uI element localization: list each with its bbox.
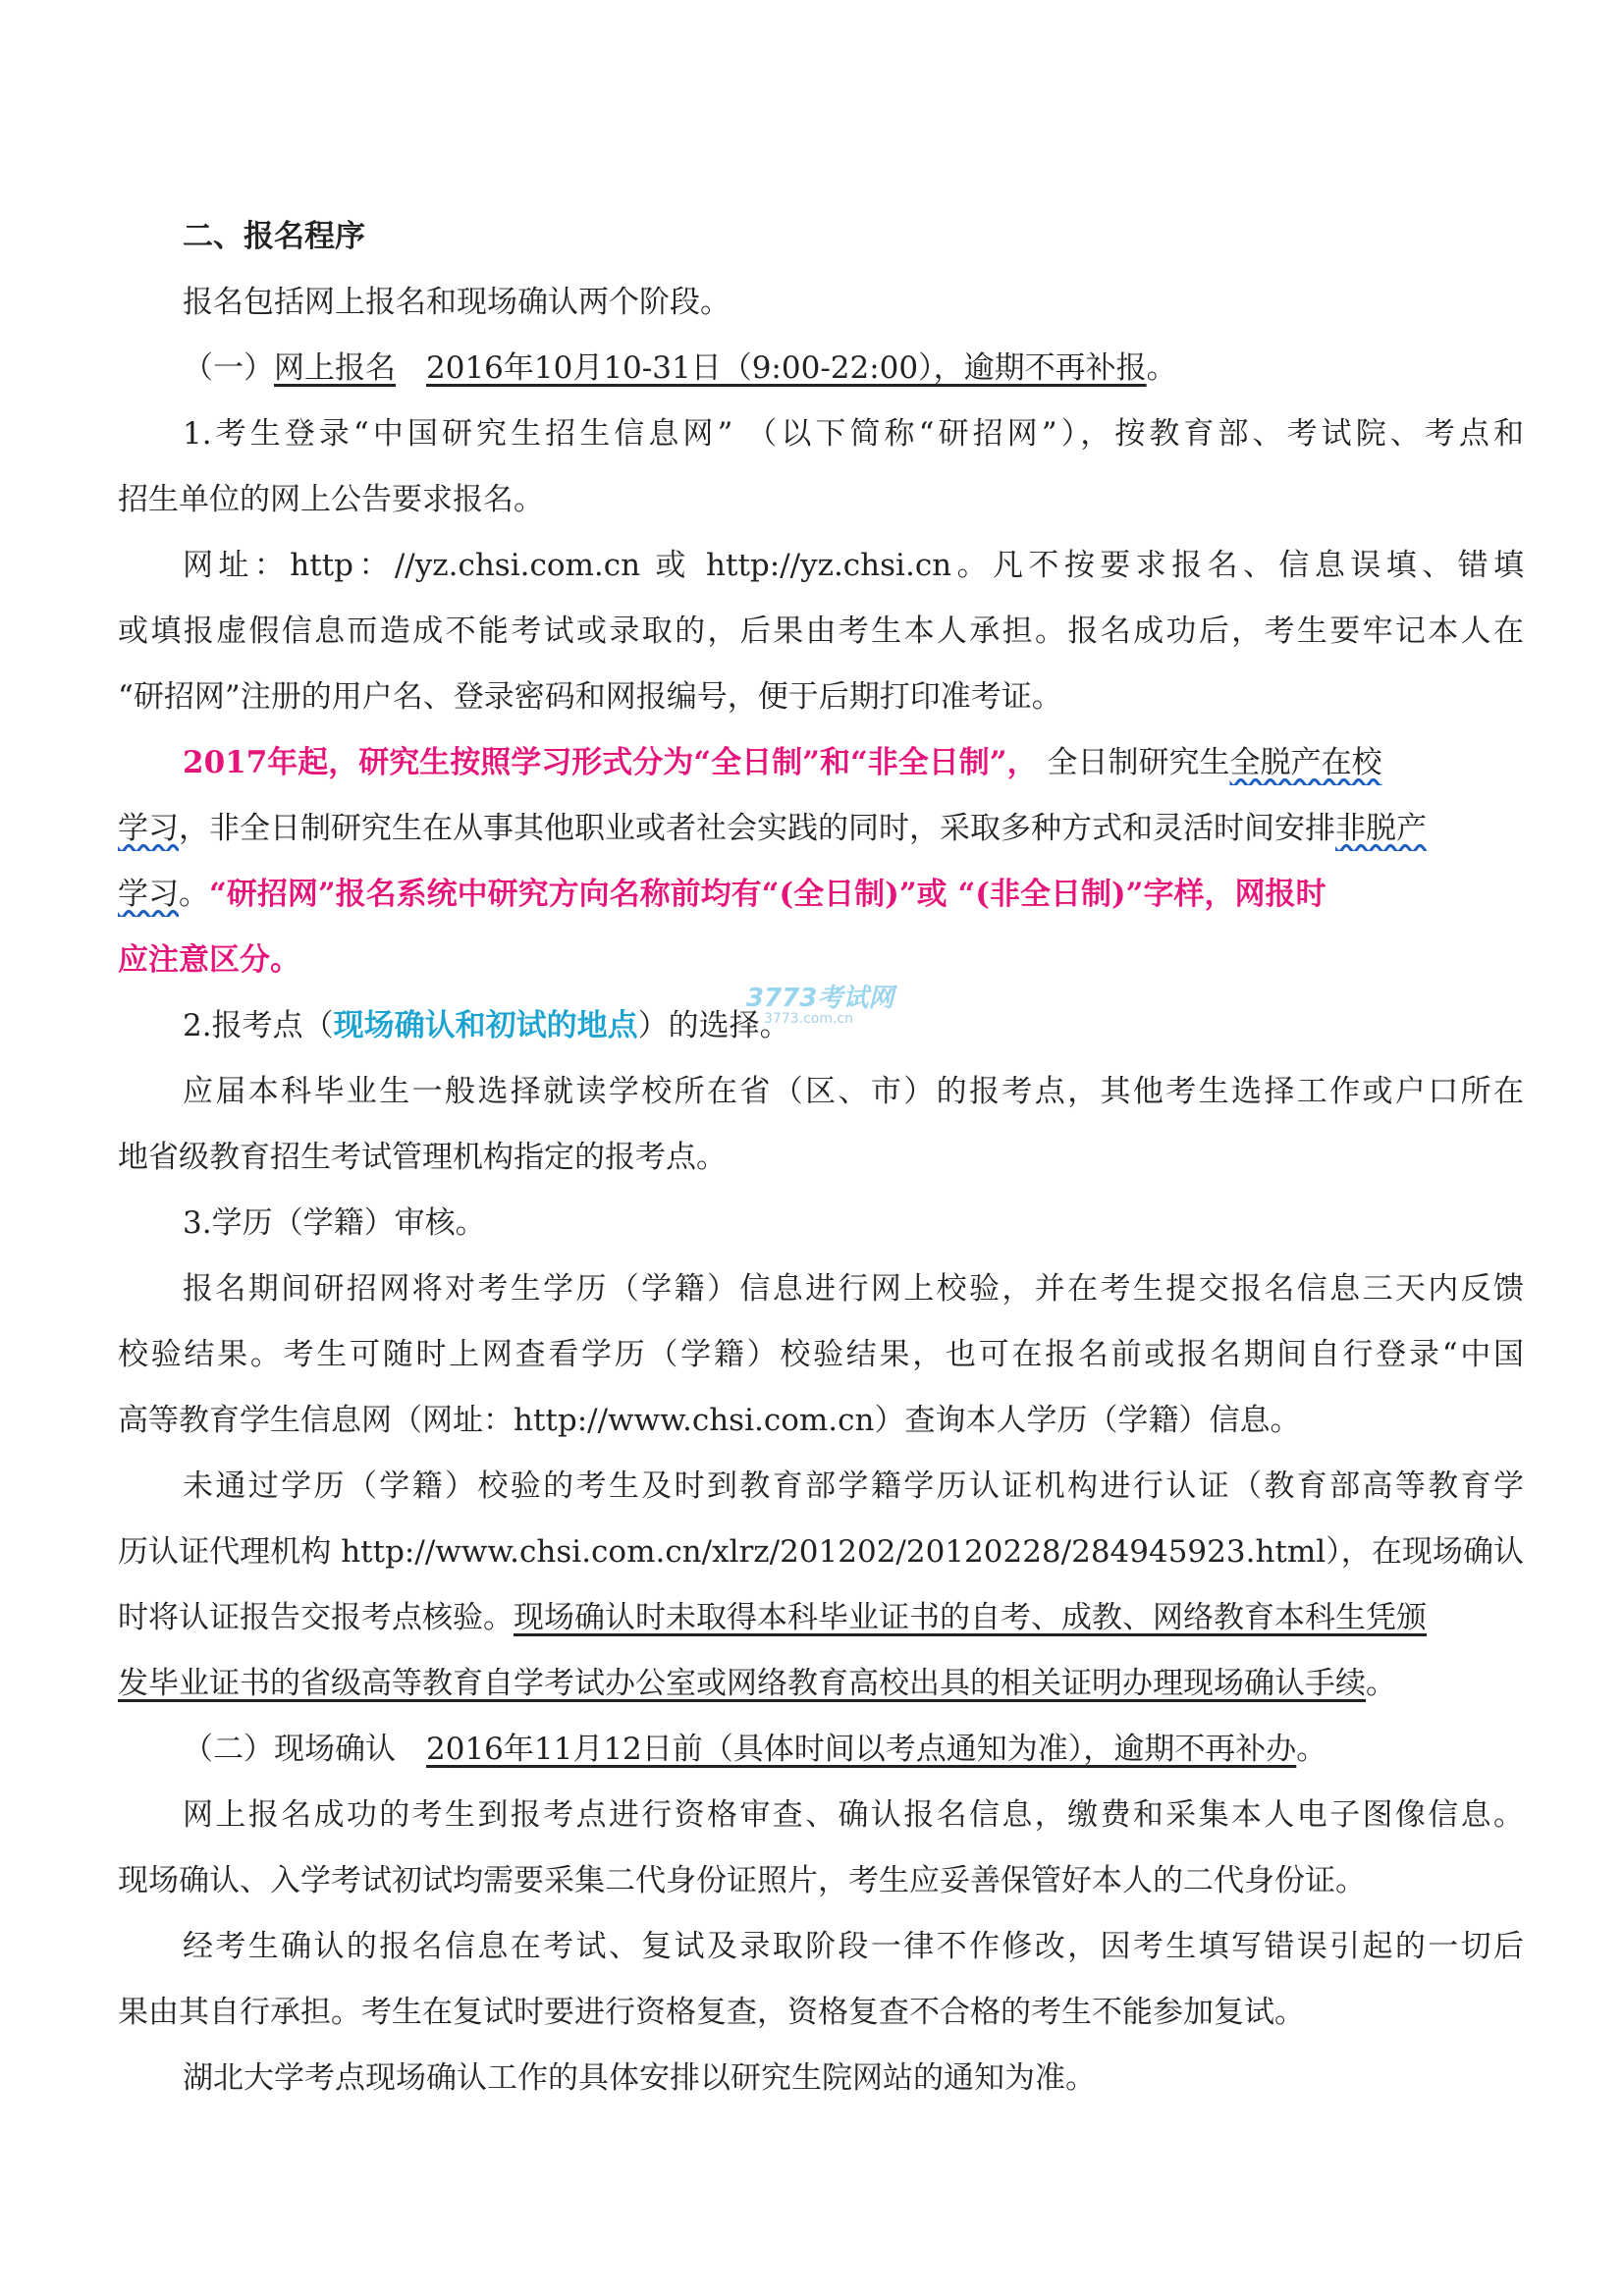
underlined-text: 现场确认时未取得本科毕业证书的自考、成教、网络教育本科生凭颁	[514, 1600, 1427, 1635]
wavy-underlined-text: 学习	[118, 877, 179, 912]
item3-heading: 3.学历（学籍）审核。	[183, 1205, 486, 1241]
verify-paragraph-line1: 报名期间研招网将对考生学历（学籍）信息进行网上校验，并在考生提交报名信息三天内反馈	[183, 1271, 1524, 1307]
section-onsite-confirmation	[183, 1727, 1524, 1772]
plain-text: 。	[179, 877, 209, 912]
blue-highlight-text: 现场确认和初试的地点	[333, 1008, 638, 1043]
site-paragraph-line2: 地省级教育招生考试管理机构指定的报考点。	[118, 1140, 727, 1175]
section-online-registration	[183, 346, 1524, 391]
section-lead: （一）	[183, 350, 274, 386]
mode-paragraph-line2	[118, 806, 1524, 851]
plain-text: 。	[1366, 1666, 1396, 1701]
fail-paragraph-line2: 历认证代理机构 http://www.chsi.com.cn/xlrz/201202/20120228/284945923.html），在现场确认	[118, 1534, 1524, 1570]
wavy-underlined-text: 全脱产在校	[1229, 745, 1382, 780]
item1-line1: 1.考生登录“中国研究生招生信息网” （以下简称“研招网”），按教育部、考试院、考点和	[183, 416, 1524, 452]
mode-paragraph-line4: 应注意区分。	[118, 942, 300, 978]
fail-paragraph-line3	[118, 1595, 1524, 1640]
final-paragraph: 湖北大学考点现场确认工作的具体安排以研究生院网站的通知为准。	[183, 2060, 1096, 2096]
section-heading: 二、报名程序	[183, 219, 365, 254]
item1-line2: 招生单位的网上公告要求报名。	[118, 482, 544, 517]
confirm-paragraph-line1: 经考生确认的报名信息在考试、复试及录取阶段一律不作修改，因考生填写错误引起的一切后	[183, 1929, 1524, 1964]
intro-paragraph: 报名包括网上报名和现场确认两个阶段。	[183, 285, 731, 320]
section-title-underlined: 网上报名	[274, 350, 396, 386]
onsite-paragraph-line1: 网上报名成功的考生到报考点进行资格审查、确认报名信息，缴费和采集本人电子图像信息。	[183, 1797, 1524, 1833]
plain-text: 时将认证报告交报考点核验。	[118, 1600, 514, 1635]
wavy-underlined-text: 学习	[118, 811, 179, 846]
pink-highlight-text: 2017年起，研究生按照学习形式分为“全日制”和“非全日制”，	[183, 745, 1038, 780]
item2-pre: 2.报考点（	[183, 1008, 334, 1043]
watermark-logo: 3773考试网	[746, 984, 894, 1013]
mode-paragraph-line3	[118, 872, 1524, 917]
wavy-underlined-text: 非脱产	[1335, 811, 1427, 846]
verify-paragraph-line3: 高等教育学生信息网（网址：http://www.chsi.com.cn）查询本人学历（学籍）信息。	[118, 1403, 1301, 1438]
pink-highlight-text: “研招网”报名系统中研究方向名称前均有“(全日制)”或 “(非全日制)”字样，网报时	[209, 877, 1326, 912]
fail-paragraph-line4	[118, 1661, 1524, 1706]
item2-post: ）的选择。	[637, 1008, 790, 1043]
verify-paragraph-line2: 校验结果。考生可随时上网查看学历（学籍）校验结果，也可在报名前或报名期间自行登录“中国	[118, 1337, 1524, 1372]
fail-paragraph-line1: 未通过学历（学籍）校验的考生及时到教育部学籍学历认证机构进行认证（教育部高等教育学	[183, 1468, 1524, 1504]
registration-date: 2016年10月10-31日（9:00-22:00），逾期不再补报	[426, 350, 1147, 386]
section-end: 。	[1296, 1732, 1327, 1767]
url-paragraph-line1: 网址：http：//yz.chsi.com.cn 或 http://yz.chsi.cn。凡不按要求报名、信息误填、错填	[183, 548, 1524, 583]
onsite-paragraph-line2: 现场确认、入学考试初试均需要采集二代身份证照片，考生应妥善保管好本人的二代身份证。	[118, 1863, 1366, 1898]
section-end: 。	[1146, 350, 1177, 386]
plain-text: 全日制研究生	[1037, 745, 1230, 780]
url-paragraph-line2: 或填报虚假信息而造成不能考试或录取的，后果由考生本人承担。报名成功后，考生要牢记本人在	[118, 614, 1524, 649]
section-gap	[396, 350, 426, 386]
mode-paragraph-line1	[183, 740, 1524, 785]
site-paragraph-line1: 应届本科毕业生一般选择就读学校所在省（区、市）的报考点，其他考生选择工作或户口所在	[183, 1074, 1524, 1109]
watermark-url: 3773.com.cn	[764, 1011, 853, 1027]
plain-text: ，非全日制研究生在从事其他职业或者社会实践的同时，采取多种方式和灵活时间安排	[179, 811, 1335, 846]
underlined-text: 发毕业证书的省级高等教育自学考试办公室或网络教育高校出具的相关证明办理现场确认手续	[118, 1666, 1366, 1701]
confirmation-date: 2016年11月12日前（具体时间以考点通知为准），逾期不再补办	[426, 1732, 1297, 1767]
confirm-paragraph-line2: 果由其自行承担。考生在复试时要进行资格复查，资格复查不合格的考生不能参加复试。	[118, 1995, 1305, 2030]
section-lead: （二）现场确认	[183, 1732, 426, 1767]
url-paragraph-line3: “研招网”注册的用户名、登录密码和网报编号，便于后期打印准考证。	[118, 679, 1062, 715]
